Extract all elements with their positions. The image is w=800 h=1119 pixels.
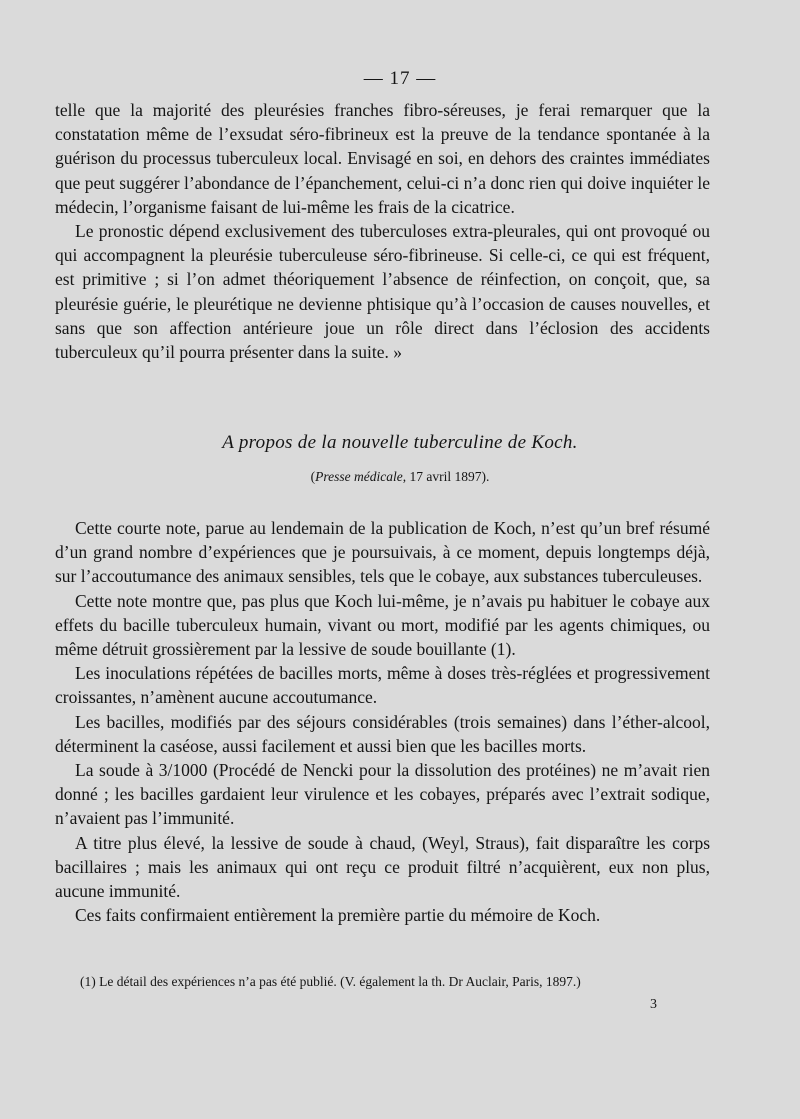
paragraph: Les bacilles, modifiés par des séjours considérables (trois semaines) dans l’éther-alcool, déterminent la caséose, aussi facilement et aussi bien que les bacilles morts.: [55, 711, 710, 756]
top-text-block: [55, 98, 710, 364]
paragraph: A titre plus élevé, la lessive de soude à chaud, (Weyl, Straus), fait disparaître les corps bacillaires ; mais les animaux qui ont reçu ce produit filtré n’acquièrent, eux non plus, aucune immunité.: [55, 832, 710, 902]
page-number: — 17 —: [363, 68, 437, 89]
source-journal: Presse médicale: [315, 469, 403, 484]
paragraph: Cette note montre que, pas plus que Koch lui-même, je n’avais pu habituer le cobaye aux effets du bacille tuberculeux humain, vivant ou mort, modifié par les agents chimiques, ou même détruit grossièrement par la lessive de soude bouillante (1).: [55, 590, 710, 660]
footnote: (1) Le détail des expériences n’a pas été publié. (V. également la th. Dr Auclair, Paris, 1897.): [80, 974, 581, 989]
paragraph-prognosis: Le pronostic dépend exclusivement des tuberculoses extra-pleurales, qui ont provoqué ou qui accompagnent la pleurésie tuberculeuse séro-fibrineuse. Si celle-ci, ce qui est fréquent, est primitive ; si l’on admet théoriquement l’absence de réinfection, on conçoit, que, sa pleurésie guérie, le pleurétique ne devienne phtisique qu’à l’occasion de causes nouvelles, et sans que son affection antérieure joue un rôle direct dans l’éclosion des accidents tuberculeux qu’il pourra présenter dans la suite. »: [55, 221, 710, 363]
signature-mark: 3: [650, 997, 657, 1012]
paragraph: Cette courte note, parue au lendemain de la publication de Koch, n’est qu’un bref résumé d’un grand nombre d’expériences que je poursuivais, à ce moment, depuis longtemps déjà, sur l’accoutumance des animaux sensibles, tels que le cobaye, aux substances tuberculeuses.: [55, 518, 710, 587]
source-date: , 17 avril 1897).: [402, 469, 490, 484]
section-source: (Presse médicale, 17 avril 1897).: [310, 469, 490, 484]
paragraph: La soude à 3/1000 (Procédé de Nencki pour la dissolution des protéines) ne m’avait rien donné ; les bacilles gardaient leur virulence et les cobayes, préparés avec l’extrait sodique, n’avaient pas l’immunité.: [55, 760, 710, 829]
paragraph: Ces faits confirmaient entièrement la première partie du mémoire de Koch.: [75, 905, 601, 926]
paragraph-continuation: telle que la majorité des pleurésies franches fibro-séreuses, je ferai remarquer que la constatation même de l’exsudat séro-fibrineux est la preuve de la tendance spontanée à la guérison du processus tuberculeux local. Envisagé en soi, en dehors des craintes immédiates que peut suggérer l’abondance de l’épanchement, celui-ci n’a donc rien qui doive inquiéter le médecin, l’organisme faisant de lui-même les frais de la cicatrice.: [55, 100, 710, 217]
paragraph: Les inoculations répétées de bacilles morts, même à doses très-réglées et progressivement croissantes, n’amènent aucune accoutumance.: [55, 663, 710, 708]
section-title: A propos de la nouvelle tuberculine de Koch.: [222, 432, 578, 453]
body-text-block: [55, 516, 710, 927]
